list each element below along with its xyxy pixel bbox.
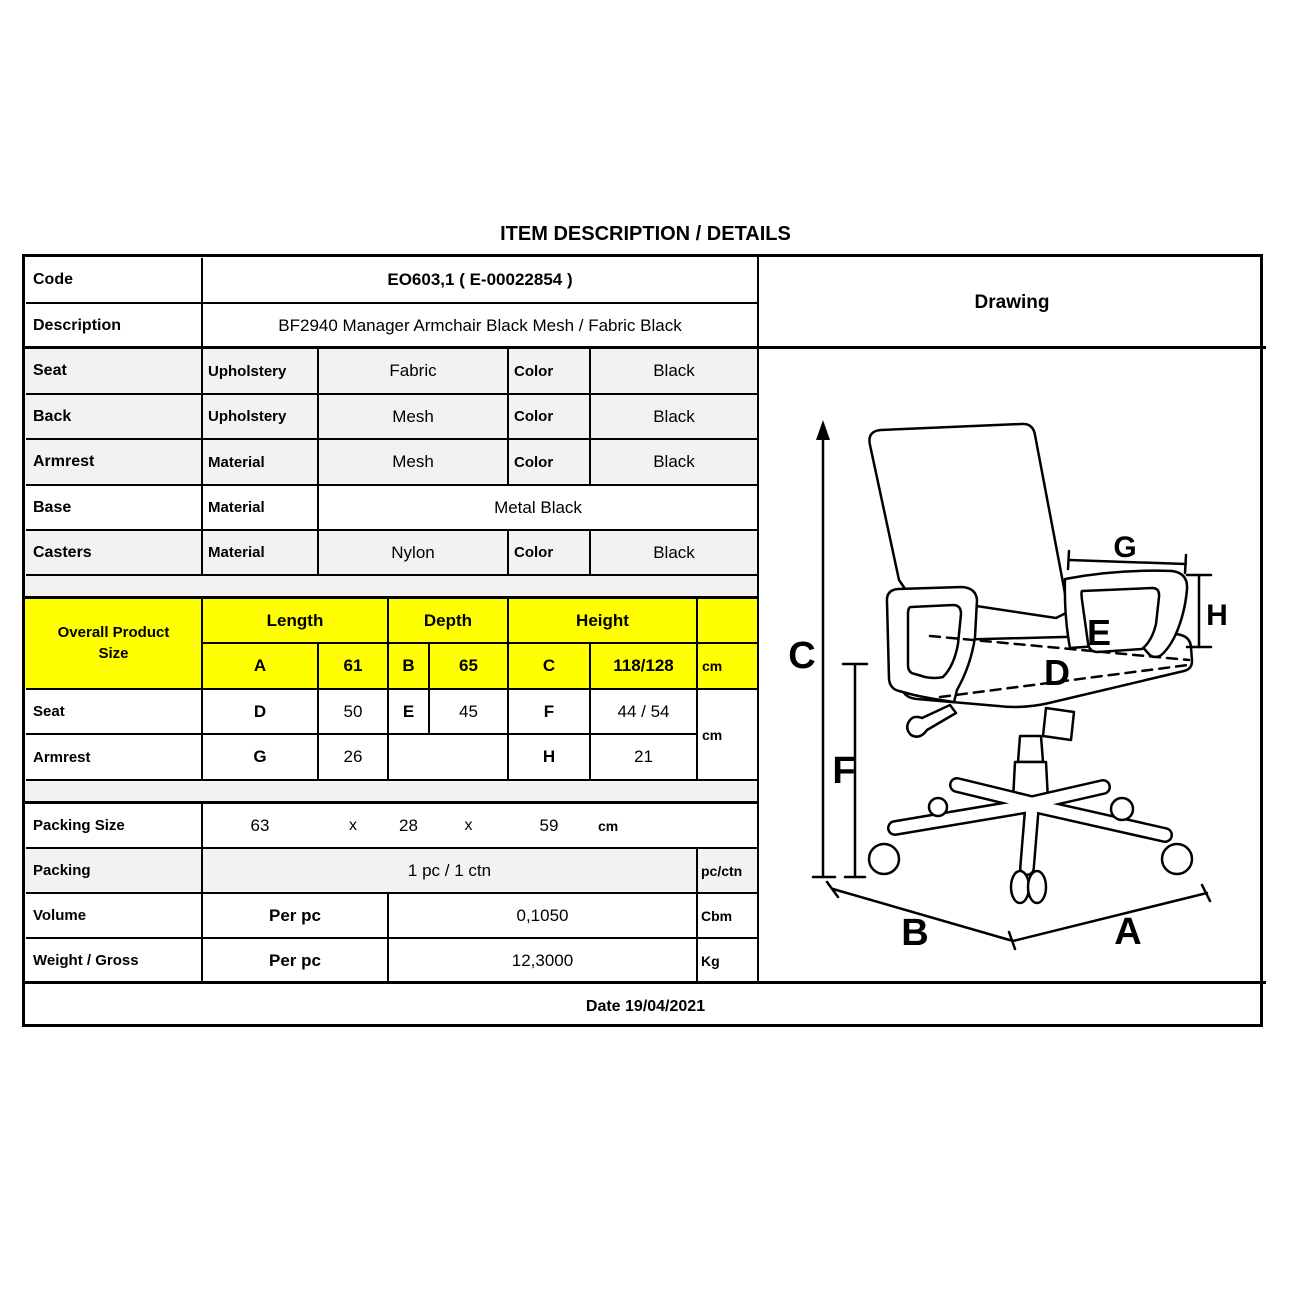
dim-key-d: D bbox=[253, 701, 267, 721]
dim-key-h: H bbox=[542, 747, 556, 766]
weight-per: Per pc bbox=[269, 950, 321, 970]
volume-unit: Cbm bbox=[701, 907, 733, 924]
dim-key-g: G bbox=[253, 747, 267, 766]
description-value: BF2940 Manager Armchair Black Mesh / Fabric Black bbox=[278, 315, 682, 335]
spec-row-label: Back bbox=[33, 407, 72, 425]
overall-size-label: Overall Product Size bbox=[57, 624, 170, 662]
depth-header: Depth bbox=[423, 610, 473, 630]
dim-value-d: 50 bbox=[343, 701, 363, 721]
weight-value: 12,3000 bbox=[511, 950, 574, 970]
drawing-label-d: D bbox=[1044, 652, 1070, 693]
packing-value: 1 pc / 1 ctn bbox=[407, 860, 492, 880]
drawing-label-h: H bbox=[1206, 599, 1228, 632]
dim-value-b: 65 bbox=[459, 656, 478, 675]
dim-key-b: B bbox=[402, 656, 415, 675]
spec-row-color-label: Color bbox=[514, 544, 554, 561]
dim-key-a: A bbox=[253, 656, 267, 675]
overall-size-unit: cm bbox=[702, 658, 723, 674]
dim-value-a: 61 bbox=[343, 656, 363, 675]
drawing-header: Drawing bbox=[974, 291, 1050, 313]
weight-unit: Kg bbox=[701, 952, 720, 969]
spec-row-color-value: Black bbox=[653, 406, 695, 426]
packing-size-unit: cm bbox=[598, 817, 619, 834]
length-header: Length bbox=[266, 610, 324, 630]
dim-value-c: 118/128 bbox=[613, 656, 674, 675]
drawing-label-c: C bbox=[788, 635, 816, 677]
dim-key-e: E bbox=[402, 701, 415, 721]
packing-size-depth: 28 bbox=[399, 815, 418, 835]
drawing-label-b: B bbox=[901, 912, 929, 954]
spec-row-color-value: Black bbox=[653, 542, 695, 562]
spec-row-value: Metal Black bbox=[494, 497, 582, 517]
dim-key-f: F bbox=[543, 701, 555, 721]
spec-row-attr: Upholstery bbox=[208, 408, 287, 425]
volume-per: Per pc bbox=[269, 905, 321, 925]
spec-row-color-label: Color bbox=[514, 362, 554, 380]
spec-row-value: Fabric bbox=[389, 361, 437, 380]
seat-dims-label: Seat bbox=[33, 703, 65, 720]
page-title: ITEM DESCRIPTION / DETAILS bbox=[500, 222, 791, 245]
spec-row-label: Base bbox=[33, 498, 72, 516]
drawing-label-a: A bbox=[1114, 911, 1142, 953]
volume-value: 0,1050 bbox=[516, 905, 569, 925]
spec-row-color-value: Black bbox=[653, 361, 695, 380]
spec-row-label: Casters bbox=[33, 543, 92, 561]
spec-row-value: Mesh bbox=[392, 452, 434, 471]
drawing-label-g: G bbox=[1113, 531, 1137, 564]
spec-row-label: Seat bbox=[33, 362, 67, 379]
drawing-label-f: F bbox=[832, 750, 856, 792]
spec-row-color-label: Color bbox=[514, 408, 554, 425]
spec-row-attr: Upholstery bbox=[208, 362, 287, 380]
armrest-dims-label: Armrest bbox=[33, 748, 91, 766]
code-label: Code bbox=[33, 271, 73, 288]
packing-size-sep: x bbox=[464, 816, 473, 834]
spec-row-value: Mesh bbox=[392, 406, 434, 426]
height-header: Height bbox=[576, 610, 629, 630]
dim-value-f: 44 / 54 bbox=[617, 701, 670, 721]
dim-value-g: 26 bbox=[343, 747, 363, 766]
dim-key-c: C bbox=[542, 656, 556, 675]
dimensions-unit: cm bbox=[702, 726, 723, 743]
spec-row-attr: Material bbox=[208, 453, 265, 471]
table-outer-border bbox=[22, 254, 1263, 1027]
description-label: Description bbox=[33, 316, 122, 334]
date-row: Date 19/04/2021 bbox=[585, 997, 706, 1015]
packing-size-sep: x bbox=[349, 816, 357, 834]
spec-row-attr: Material bbox=[208, 544, 265, 561]
code-value: EO603,1 ( E-00022854 ) bbox=[387, 270, 573, 289]
spec-row-label: Armrest bbox=[33, 453, 95, 470]
weight-label: Weight / Gross bbox=[33, 952, 139, 969]
spec-row-color-value: Black bbox=[653, 452, 695, 471]
packing-size-label: Packing Size bbox=[33, 817, 125, 834]
volume-label: Volume bbox=[33, 907, 87, 924]
packing-size-width: 63 bbox=[250, 815, 270, 835]
drawing-label-e: E bbox=[1086, 612, 1112, 653]
dim-value-e: 45 bbox=[459, 701, 478, 721]
packing-label: Packing bbox=[33, 862, 91, 879]
spec-row-value: Nylon bbox=[391, 542, 435, 562]
spec-row-attr: Material bbox=[208, 499, 265, 516]
spec-row-color-label: Color bbox=[514, 453, 554, 471]
dim-value-h: 21 bbox=[634, 747, 653, 766]
packing-size-height: 59 bbox=[539, 815, 559, 835]
packing-unit: pc/ctn bbox=[701, 862, 743, 879]
